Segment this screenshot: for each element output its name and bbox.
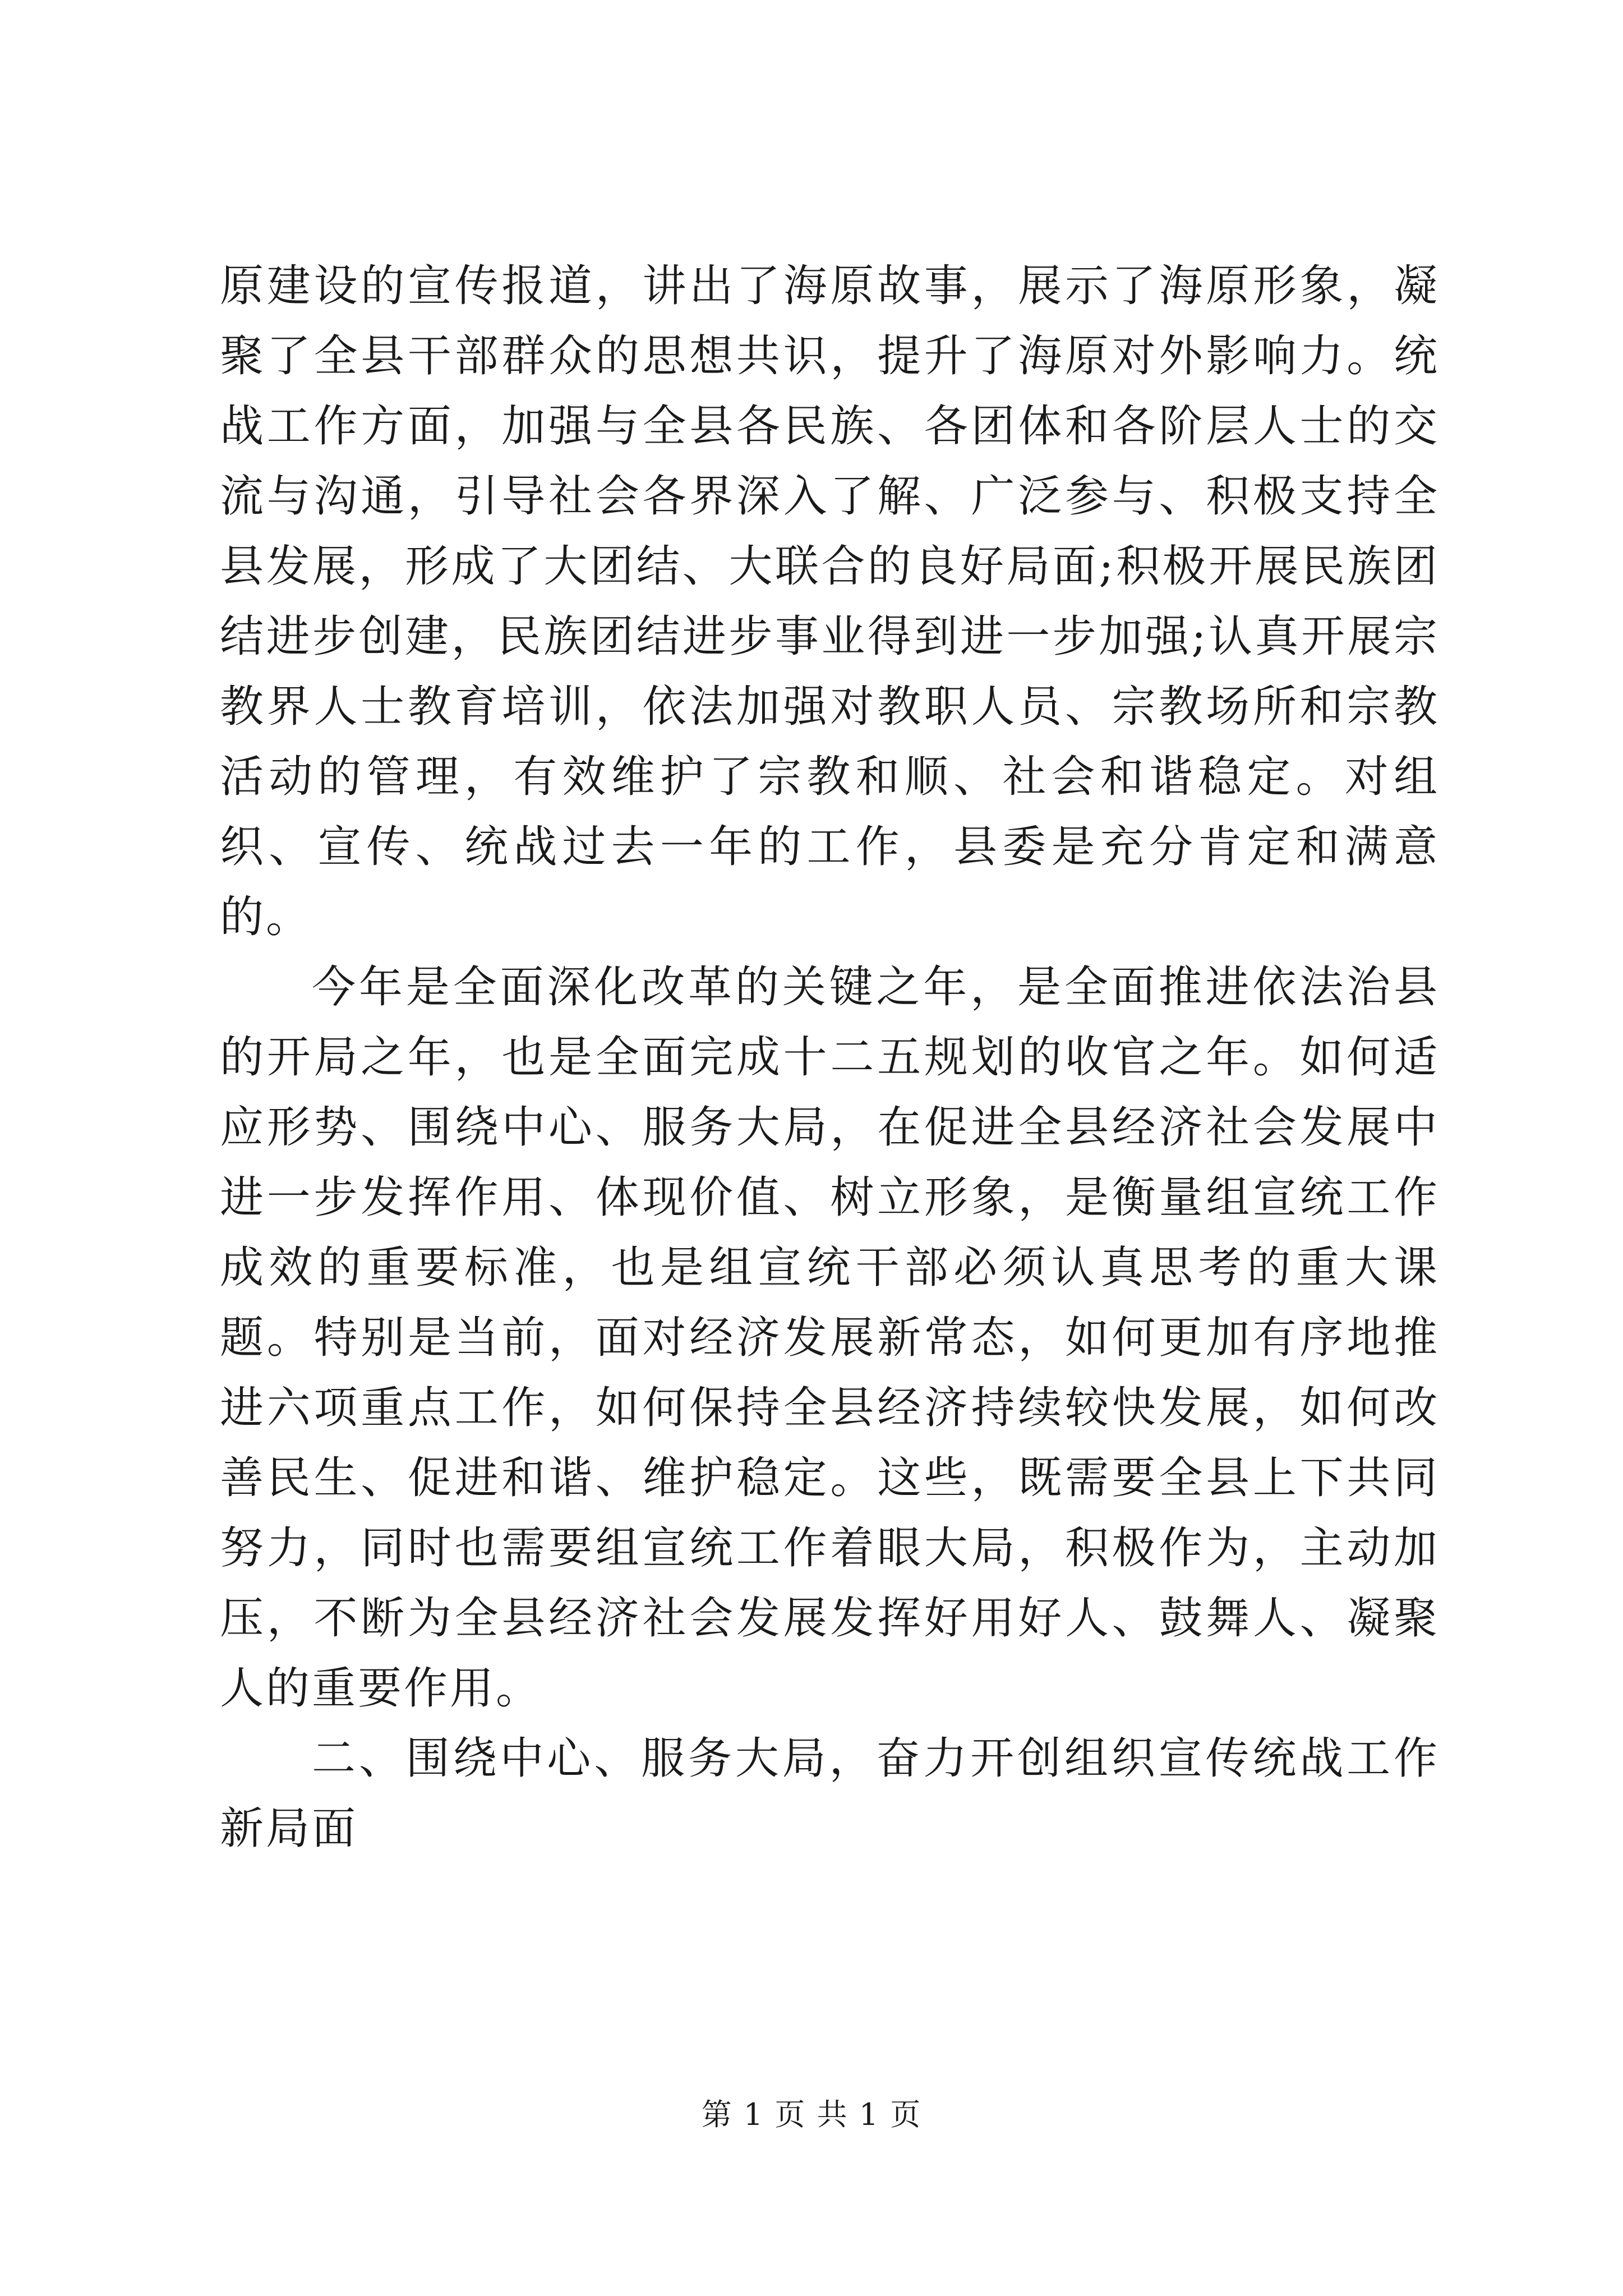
paragraph-current-situation: 今年是全面深化改革的关键之年，是全面推进依法治县的开局之年，也是全面完成十二五规划的收官之年。如何适应形势、围绕中心、服务大局，在促进全县经济社会发展中进一步发挥作用、体现价值、树立形象，是衡量组宣统工作成效的重要标准，也是组宣统干部必须认真思考的重大课题。特别是当前，面对经济发展新常态，如何更加有序地推进六项重点工作，如何保持全县经济持续较快发展，如何改善民生、促进和谐、维护稳定。这些，既需要全县上下共同努力，同时也需要组宣统工作着眼大局，积极作为，主动加压，不断为全县经济社会发展发挥好用好人、鼓舞人、凝聚人的重要作用。 [220, 962, 1440, 1714]
section-heading-two: 二、围绕中心、服务大局，奋力开创组织宣传统战工作新局面 [220, 1733, 1440, 1854]
paragraph-work-summary: 原建设的宣传报道，讲出了海原故事，展示了海原形象，凝聚了全县干部群众的思想共识，提升了海原对外影响力。统战工作方面，加强与全县各民族、各团体和各阶层人士的交流与沟通，引导社会各界深入了解、广泛参与、积极支持全县发展，形成了大团结、大联合的良好局面;积极开展民族团结进步创建，民族团结进步事业得到进一步加强;认真开展宗教界人士教育培训，依法加强对教职人员、宗教场所和宗教活动的管理，有效维护了宗教和顺、社会和谐稳定。对组织、宣传、统战过去一年的工作，县委是充分肯定和满意的。 [220, 261, 1440, 942]
page-footer: 第 1 页 共 1 页 [701, 2097, 922, 2132]
document-body [220, 251, 1440, 1864]
